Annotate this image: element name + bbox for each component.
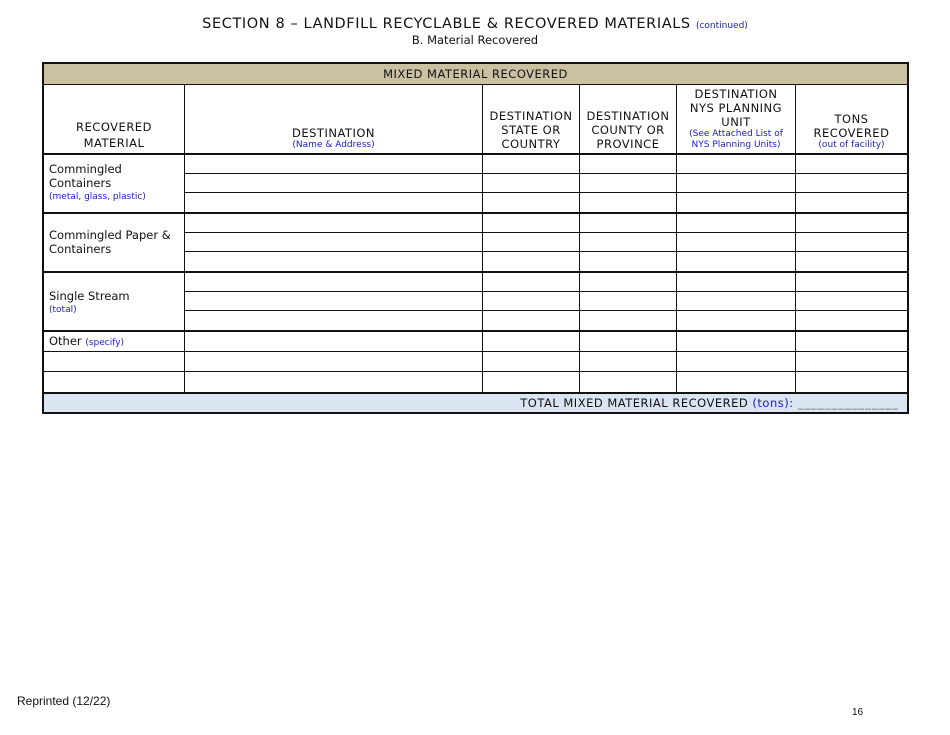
col-header-label: DESTINATION STATE OR COUNTRY	[489, 109, 573, 151]
group-label-text: Single Stream	[49, 289, 130, 303]
group-label-commingled-paper	[49, 228, 179, 256]
group-label-text: Commingled Containers	[49, 162, 122, 190]
col-header-tons	[796, 85, 907, 153]
row-divider	[184, 192, 907, 193]
column-divider	[184, 85, 185, 392]
total-label: TOTAL MIXED MATERIAL RECOVERED	[520, 396, 749, 410]
reprinted-note: Reprinted (12/22)	[17, 694, 111, 708]
row-divider	[184, 251, 907, 252]
group-label-sub: (metal, glass, plastic)	[49, 192, 146, 202]
col-header-county	[580, 85, 676, 153]
row-divider	[44, 351, 907, 352]
group-label-sub: (total)	[49, 305, 77, 315]
col-header-label: TONS RECOVERED	[813, 112, 890, 140]
col-header-label: DESTINATION COUNTY OR PROVINCE	[586, 109, 670, 151]
row-divider	[184, 173, 907, 174]
col-header-label: RECOVERED MATERIAL	[76, 120, 152, 150]
row-divider	[184, 310, 907, 311]
total-input[interactable]: _______________	[797, 396, 899, 410]
row-divider	[184, 291, 907, 292]
group-label-other	[49, 334, 179, 350]
col-header-label: DESTINATION NYS PLANNING UNIT	[689, 87, 783, 129]
group-divider	[44, 212, 907, 214]
col-header-label: DESTINATION	[292, 126, 375, 140]
section-subtitle: B. Material Recovered	[411, 33, 539, 47]
group-divider	[44, 330, 907, 332]
group-label-sub: (specify)	[85, 338, 125, 348]
col-header-sub: (out of facility)	[818, 140, 885, 150]
table-banner: MIXED MATERIAL RECOVERED	[44, 64, 907, 85]
mixed-material-table	[42, 62, 909, 414]
col-header-sub: (See Attached List of NYS Planning Units)	[689, 129, 783, 150]
group-label-text: Other	[49, 334, 82, 348]
page-number: 16	[852, 707, 864, 718]
section-title-text: SECTION 8 – LANDFILL RECYCLABLE & RECOVERED MATERIALS	[202, 16, 691, 32]
row-divider	[44, 371, 907, 372]
header-divider	[44, 153, 907, 155]
column-divider	[579, 85, 580, 392]
column-divider	[795, 85, 796, 392]
row-divider	[184, 232, 907, 233]
total-unit: (tons):	[752, 396, 794, 410]
col-header-destination	[185, 85, 482, 153]
continued-note: (continued)	[695, 21, 748, 31]
col-header-planning-unit	[677, 85, 795, 153]
total-row	[44, 392, 907, 412]
group-label-commingled-containers	[49, 162, 179, 204]
col-header-sub: (Name & Address)	[292, 140, 375, 150]
column-divider	[482, 85, 483, 392]
column-divider	[676, 85, 677, 392]
section-title	[0, 16, 950, 32]
group-label-single-stream	[49, 289, 179, 317]
col-header-state	[483, 85, 579, 153]
group-divider	[44, 271, 907, 273]
group-label-text: Commingled Paper & Containers	[49, 228, 171, 256]
col-header-recovered-material	[44, 85, 184, 153]
